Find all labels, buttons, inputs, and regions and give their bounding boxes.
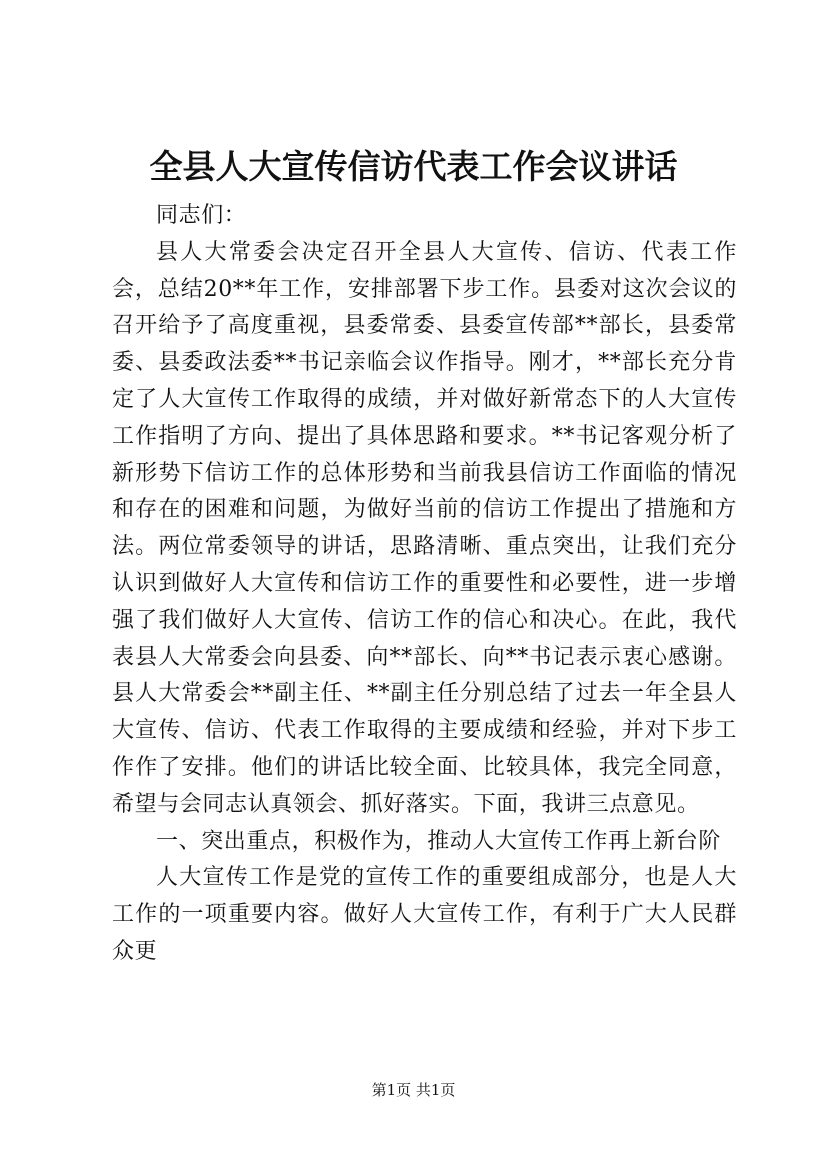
section-heading-1: 一、突出重点，积极作为，推动人大宣传工作再上新台阶 (156, 828, 722, 854)
page-footer: 第1页 共1页 (371, 1081, 456, 1099)
paragraph-1: 县人大常委会决定召开全县人大宣传、信访、代表工作会，总结20**年工作，安排部署下步工作。县委对这次会议的召开给予了高度重视，县委常委、县委宣传部**部长，县委常委、县委政法委**书记亲临会议作指导。刚才，**部长充分肯定了人大宣传工作取得的成绩，并对做好新常态下的人大宣传工作指明了方向、提出了具体思路和要求。**书记客观分析了新形势下信访工作的总体形势和当前我县信访工作面临的情况和存在的困难和问题，为做好当前的信访工作提出了措施和方法。两位常委领导的讲话，思路清晰、重点突出，让我们充分认识到做好人大宣传和信访工作的重要性和必要性，进一步增强了我们做好人大宣传、信访工作的信心和决心。在此，我代表县人大常委会向县委、向**部长、向**书记表示衷心感谢。县人大常委会**副主任、**副主任分别总结了过去一年全县人大宣传、信访、代表工作取得的主要成绩和经验，并对下步工作作了安排。他们的讲话比较全面、比较具体，我完全同意，希望与会同志认真领会、抓好落实。下面，我讲三点意见。 (112, 239, 737, 817)
document-body (112, 198, 737, 971)
salutation: 同志们： (156, 203, 247, 228)
paragraph-2: 人大宣传工作是党的宣传工作的重要组成部分，也是人大工作的一项重要内容。做好人大宣传工作，有利于广大人民群众更 (112, 865, 737, 964)
document-title: 全县人大宣传信访代表工作会议讲话 (149, 147, 678, 186)
